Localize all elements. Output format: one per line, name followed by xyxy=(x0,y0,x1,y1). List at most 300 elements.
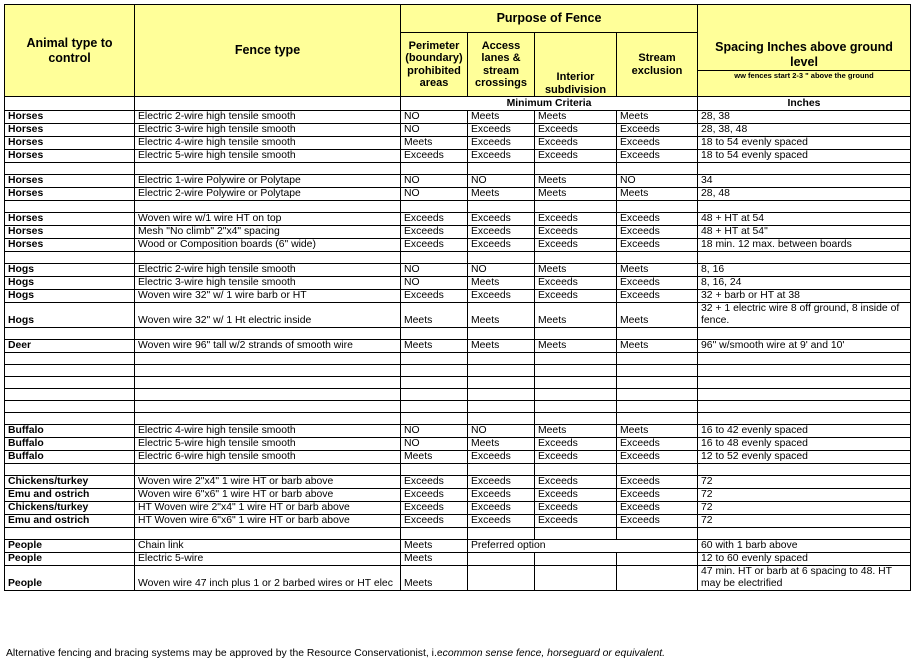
span-note-cell: Preferred option xyxy=(468,540,698,553)
stream-cell: Exceeds xyxy=(617,515,698,528)
fence-type-cell: Electric 6-wire high tensile smooth xyxy=(135,451,401,464)
table-row xyxy=(5,377,911,389)
subheader-blank xyxy=(135,97,401,111)
access-cell xyxy=(468,528,535,540)
animal-cell: Chickens/turkey xyxy=(5,476,135,489)
stream-cell xyxy=(617,328,698,340)
spacing-cell: 28, 38 xyxy=(698,111,911,124)
animal-cell: Horses xyxy=(5,175,135,188)
animal-cell: Horses xyxy=(5,124,135,137)
animal-cell: People xyxy=(5,540,135,553)
animal-cell: Hogs xyxy=(5,264,135,277)
spacing-cell xyxy=(698,401,911,413)
spacing-cell xyxy=(698,163,911,175)
stream-cell xyxy=(617,163,698,175)
perimeter-cell xyxy=(401,365,468,377)
animal-cell: Horses xyxy=(5,239,135,252)
stream-cell: Exceeds xyxy=(617,476,698,489)
table-row xyxy=(5,252,911,264)
access-cell: Exceeds xyxy=(468,124,535,137)
interior-cell: Meets xyxy=(535,303,617,328)
interior-cell: Meets xyxy=(535,175,617,188)
fence-type-cell: Electric 5-wire high tensile smooth xyxy=(135,150,401,163)
animal-cell xyxy=(5,389,135,401)
fence-type-cell: Electric 3-wire high tensile smooth xyxy=(135,124,401,137)
perimeter-cell: NO xyxy=(401,175,468,188)
table-row xyxy=(5,226,911,239)
stream-cell: Meets xyxy=(617,111,698,124)
animal-cell: Horses xyxy=(5,111,135,124)
interior-cell: Exceeds xyxy=(535,213,617,226)
animal-cell xyxy=(5,413,135,425)
animal-cell: Horses xyxy=(5,137,135,150)
perimeter-cell: NO xyxy=(401,425,468,438)
fence-type-cell: Woven wire w/1 wire HT on top xyxy=(135,213,401,226)
spacing-cell: 72 xyxy=(698,489,911,502)
table-row xyxy=(5,328,911,340)
spacing-cell xyxy=(698,413,911,425)
fence-type-cell xyxy=(135,389,401,401)
table-row xyxy=(5,489,911,502)
subheader-blank xyxy=(5,97,135,111)
animal-cell xyxy=(5,377,135,389)
spacing-cell: 72 xyxy=(698,515,911,528)
spacing-cell xyxy=(698,528,911,540)
fence-type-cell xyxy=(135,528,401,540)
spacing-cell: 18 to 54 evenly spaced xyxy=(698,137,911,150)
animal-cell: Buffalo xyxy=(5,451,135,464)
perimeter-cell: Exceeds xyxy=(401,489,468,502)
perimeter-cell: Meets xyxy=(401,540,468,553)
fence-type-cell: Woven wire 32" w/ 1 Ht electric inside xyxy=(135,303,401,328)
perimeter-cell: NO xyxy=(401,438,468,451)
perimeter-cell: NO xyxy=(401,264,468,277)
perimeter-cell: Meets xyxy=(401,566,468,591)
perimeter-cell xyxy=(401,328,468,340)
interior-cell: Exceeds xyxy=(535,150,617,163)
fence-type-cell: Woven wire 47 inch plus 1 or 2 barbed wires or HT elec xyxy=(135,566,401,591)
access-cell xyxy=(468,377,535,389)
perimeter-cell xyxy=(401,353,468,365)
access-cell: Exceeds xyxy=(468,489,535,502)
table-row xyxy=(5,201,911,213)
stream-cell: Exceeds xyxy=(617,277,698,290)
spacing-cell: 47 min. HT or barb at 6 spacing to 48. HT may be electrified xyxy=(698,566,911,591)
stream-cell xyxy=(617,553,698,566)
fence-type-cell xyxy=(135,464,401,476)
footnote-text: Alternative fencing and bracing systems may be approved by the Resource Conservationist, i.e xyxy=(6,648,443,659)
interior-cell xyxy=(535,328,617,340)
perimeter-cell: Exceeds xyxy=(401,515,468,528)
header-animal: Animal type to control xyxy=(5,5,135,97)
spacing-cell: 96" w/smooth wire at 9' and 10' xyxy=(698,340,911,353)
interior-cell: Meets xyxy=(535,264,617,277)
animal-cell: Buffalo xyxy=(5,438,135,451)
spacing-cell: 8, 16 xyxy=(698,264,911,277)
fence-type-cell: Woven wire 96" tall w/2 strands of smooth wire xyxy=(135,340,401,353)
table-row xyxy=(5,239,911,252)
spacing-cell: 48 + HT at 54 xyxy=(698,213,911,226)
access-cell: Exceeds xyxy=(468,502,535,515)
animal-cell: Deer xyxy=(5,340,135,353)
header-purpose: Purpose of Fence xyxy=(401,5,698,33)
subheader-inches: Inches xyxy=(698,97,911,111)
fence-type-cell xyxy=(135,377,401,389)
spacing-cell: 72 xyxy=(698,502,911,515)
animal-cell: People xyxy=(5,553,135,566)
access-cell xyxy=(468,328,535,340)
access-cell: Exceeds xyxy=(468,226,535,239)
perimeter-cell: Meets xyxy=(401,303,468,328)
table-row xyxy=(5,476,911,489)
header-access: Access lanes & stream crossings xyxy=(468,33,535,97)
spacing-cell xyxy=(698,353,911,365)
spacing-cell xyxy=(698,201,911,213)
access-cell xyxy=(468,553,535,566)
access-cell: Meets xyxy=(468,111,535,124)
fence-type-cell xyxy=(135,353,401,365)
animal-cell xyxy=(5,252,135,264)
access-cell: NO xyxy=(468,264,535,277)
fence-type-cell: Electric 2-wire Polywire or Polytape xyxy=(135,188,401,201)
spacing-cell xyxy=(698,365,911,377)
spacing-cell: 12 to 60 evenly spaced xyxy=(698,553,911,566)
perimeter-cell: NO xyxy=(401,124,468,137)
interior-cell xyxy=(535,401,617,413)
table-row xyxy=(5,515,911,528)
spacing-cell: 28, 48 xyxy=(698,188,911,201)
table-row xyxy=(5,340,911,353)
stream-cell: Exceeds xyxy=(617,502,698,515)
interior-cell: Exceeds xyxy=(535,438,617,451)
stream-cell xyxy=(617,389,698,401)
table-row xyxy=(5,353,911,365)
perimeter-cell: Meets xyxy=(401,137,468,150)
table-row xyxy=(5,553,911,566)
animal-cell: Emu and ostrich xyxy=(5,489,135,502)
fence-type-cell: Chain link xyxy=(135,540,401,553)
interior-cell xyxy=(535,464,617,476)
interior-cell: Exceeds xyxy=(535,124,617,137)
animal-cell: Hogs xyxy=(5,303,135,328)
interior-cell: Meets xyxy=(535,340,617,353)
table-row xyxy=(5,502,911,515)
access-cell: Meets xyxy=(468,277,535,290)
fence-type-cell: HT Woven wire 2"x4" 1 wire HT or barb above xyxy=(135,502,401,515)
interior-cell: Exceeds xyxy=(535,277,617,290)
fence-type-cell: Woven wire 6"x6" 1 wire HT or barb above xyxy=(135,489,401,502)
spacing-cell: 72 xyxy=(698,476,911,489)
spacing-cell: 18 min. 12 max. between boards xyxy=(698,239,911,252)
stream-cell xyxy=(617,201,698,213)
interior-cell: Meets xyxy=(535,111,617,124)
access-cell: Meets xyxy=(468,188,535,201)
spacing-cell: 34 xyxy=(698,175,911,188)
interior-cell: Exceeds xyxy=(535,239,617,252)
animal-cell xyxy=(5,365,135,377)
stream-cell xyxy=(617,252,698,264)
fence-type-cell: Electric 4-wire high tensile smooth xyxy=(135,425,401,438)
interior-cell xyxy=(535,413,617,425)
interior-cell xyxy=(535,252,617,264)
spacing-cell: 12 to 52 evenly spaced xyxy=(698,451,911,464)
access-cell xyxy=(468,401,535,413)
fence-type-cell: Electric 5-wire xyxy=(135,553,401,566)
perimeter-cell xyxy=(401,528,468,540)
animal-cell: Horses xyxy=(5,226,135,239)
footnote-italic: common sense fence, horseguard or equivalent. xyxy=(442,648,666,659)
perimeter-cell: Meets xyxy=(401,340,468,353)
stream-cell: Meets xyxy=(617,188,698,201)
table-row xyxy=(5,163,911,175)
header-interior: Interior subdivision xyxy=(535,33,617,97)
stream-cell: Exceeds xyxy=(617,438,698,451)
stream-cell: Exceeds xyxy=(617,137,698,150)
fence-type-cell xyxy=(135,413,401,425)
animal-cell xyxy=(5,464,135,476)
animal-cell xyxy=(5,528,135,540)
fence-criteria-sheet xyxy=(4,4,910,591)
perimeter-cell xyxy=(401,163,468,175)
fence-type-cell xyxy=(135,201,401,213)
access-cell: Meets xyxy=(468,340,535,353)
interior-cell xyxy=(535,201,617,213)
stream-cell xyxy=(617,377,698,389)
stream-cell xyxy=(617,566,698,591)
perimeter-cell xyxy=(401,464,468,476)
interior-cell: Meets xyxy=(535,425,617,438)
access-cell xyxy=(468,252,535,264)
interior-cell: Meets xyxy=(535,188,617,201)
access-cell: Meets xyxy=(468,438,535,451)
interior-cell: Exceeds xyxy=(535,515,617,528)
animal-cell: Horses xyxy=(5,213,135,226)
stream-cell: Exceeds xyxy=(617,451,698,464)
table-row xyxy=(5,540,911,553)
stream-cell: Exceeds xyxy=(617,150,698,163)
header-spacing-note: ww fences start 2-3 " above the ground xyxy=(698,71,911,97)
table-row xyxy=(5,290,911,303)
spacing-cell: 32 + 1 electric wire 8 off ground, 8 inside of fence. xyxy=(698,303,911,328)
spacing-cell: 16 to 48 evenly spaced xyxy=(698,438,911,451)
stream-cell xyxy=(617,528,698,540)
interior-cell xyxy=(535,528,617,540)
access-cell: Meets xyxy=(468,303,535,328)
fence-type-cell: HT Woven wire 6"x6" 1 wire HT or barb above xyxy=(135,515,401,528)
animal-cell xyxy=(5,401,135,413)
access-cell: Exceeds xyxy=(468,476,535,489)
fence-type-cell: Electric 3-wire high tensile smooth xyxy=(135,277,401,290)
access-cell: Exceeds xyxy=(468,239,535,252)
access-cell xyxy=(468,353,535,365)
perimeter-cell: Meets xyxy=(401,451,468,464)
table-row xyxy=(5,137,911,150)
table-row xyxy=(5,264,911,277)
table-row xyxy=(5,188,911,201)
animal-cell xyxy=(5,328,135,340)
table-row xyxy=(5,451,911,464)
access-cell: Exceeds xyxy=(468,150,535,163)
animal-cell: Emu and ostrich xyxy=(5,515,135,528)
spacing-cell xyxy=(698,328,911,340)
interior-cell xyxy=(535,365,617,377)
header-fence-type: Fence type xyxy=(135,5,401,97)
access-cell: Exceeds xyxy=(468,137,535,150)
interior-cell: Exceeds xyxy=(535,137,617,150)
stream-cell xyxy=(617,464,698,476)
perimeter-cell: NO xyxy=(401,188,468,201)
spacing-cell xyxy=(698,389,911,401)
fence-type-cell xyxy=(135,252,401,264)
spacing-cell: 28, 38, 48 xyxy=(698,124,911,137)
access-cell xyxy=(468,163,535,175)
table-row xyxy=(5,175,911,188)
perimeter-cell xyxy=(401,201,468,213)
stream-cell xyxy=(617,365,698,377)
table-row xyxy=(5,425,911,438)
interior-cell: Exceeds xyxy=(535,489,617,502)
perimeter-cell: Exceeds xyxy=(401,150,468,163)
perimeter-cell: Exceeds xyxy=(401,239,468,252)
perimeter-cell xyxy=(401,401,468,413)
animal-cell: Hogs xyxy=(5,277,135,290)
access-cell: NO xyxy=(468,425,535,438)
perimeter-cell: Exceeds xyxy=(401,502,468,515)
animal-cell: Chickens/turkey xyxy=(5,502,135,515)
stream-cell: Exceeds xyxy=(617,239,698,252)
perimeter-cell: NO xyxy=(401,111,468,124)
fence-type-cell: Electric 4-wire high tensile smooth xyxy=(135,137,401,150)
stream-cell: Meets xyxy=(617,303,698,328)
table-row xyxy=(5,464,911,476)
interior-cell xyxy=(535,553,617,566)
fence-type-cell: Electric 5-wire high tensile smooth xyxy=(135,438,401,451)
spacing-cell: 32 + barb or HT at 38 xyxy=(698,290,911,303)
perimeter-cell xyxy=(401,252,468,264)
interior-cell xyxy=(535,377,617,389)
stream-cell xyxy=(617,353,698,365)
table-row xyxy=(5,528,911,540)
access-cell: Exceeds xyxy=(468,515,535,528)
perimeter-cell: Exceeds xyxy=(401,226,468,239)
perimeter-cell: Exceeds xyxy=(401,476,468,489)
table-row xyxy=(5,111,911,124)
fence-type-cell: Electric 2-wire high tensile smooth xyxy=(135,264,401,277)
stream-cell: NO xyxy=(617,175,698,188)
animal-cell xyxy=(5,353,135,365)
spacing-cell: 60 with 1 barb above xyxy=(698,540,911,553)
perimeter-cell: NO xyxy=(401,277,468,290)
fence-type-cell: Wood or Composition boards (6" wide) xyxy=(135,239,401,252)
interior-cell: Exceeds xyxy=(535,226,617,239)
access-cell: NO xyxy=(468,175,535,188)
stream-cell xyxy=(617,413,698,425)
fence-type-cell xyxy=(135,328,401,340)
table-row xyxy=(5,438,911,451)
header-stream: Stream exclusion xyxy=(617,33,698,97)
table-row xyxy=(5,389,911,401)
fence-type-cell: Electric 2-wire high tensile smooth xyxy=(135,111,401,124)
animal-cell: People xyxy=(5,566,135,591)
header-perimeter: Perimeter (boundary) prohibited areas xyxy=(401,33,468,97)
stream-cell: Exceeds xyxy=(617,489,698,502)
access-cell: Exceeds xyxy=(468,213,535,226)
table-row xyxy=(5,401,911,413)
access-cell: Exceeds xyxy=(468,451,535,464)
stream-cell: Meets xyxy=(617,425,698,438)
perimeter-cell: Exceeds xyxy=(401,290,468,303)
stream-cell: Exceeds xyxy=(617,226,698,239)
fence-type-cell: Electric 1-wire Polywire or Polytape xyxy=(135,175,401,188)
fence-type-cell: Woven wire 2"x4" 1 wire HT or barb above xyxy=(135,476,401,489)
table-row xyxy=(5,124,911,137)
fence-type-cell xyxy=(135,401,401,413)
stream-cell: Meets xyxy=(617,340,698,353)
table-row xyxy=(5,365,911,377)
interior-cell xyxy=(535,163,617,175)
stream-cell: Exceeds xyxy=(617,290,698,303)
spacing-cell xyxy=(698,252,911,264)
access-cell xyxy=(468,464,535,476)
spacing-cell xyxy=(698,377,911,389)
spacing-cell: 8, 16, 24 xyxy=(698,277,911,290)
animal-cell xyxy=(5,163,135,175)
interior-cell xyxy=(535,566,617,591)
access-cell xyxy=(468,566,535,591)
animal-cell xyxy=(5,201,135,213)
subheader-minimum-criteria: Minimum Criteria xyxy=(401,97,698,111)
perimeter-cell: Exceeds xyxy=(401,213,468,226)
fence-type-cell xyxy=(135,365,401,377)
table-row xyxy=(5,213,911,226)
perimeter-cell: Meets xyxy=(401,553,468,566)
spacing-cell: 48 + HT at 54" xyxy=(698,226,911,239)
fence-type-cell xyxy=(135,163,401,175)
header-spacing: Spacing Inches above ground level xyxy=(698,5,911,71)
animal-cell: Horses xyxy=(5,150,135,163)
fence-criteria-table xyxy=(4,4,911,591)
spacing-cell xyxy=(698,464,911,476)
animal-cell: Buffalo xyxy=(5,425,135,438)
animal-cell: Horses xyxy=(5,188,135,201)
interior-cell xyxy=(535,389,617,401)
access-cell xyxy=(468,413,535,425)
table-row xyxy=(5,303,911,328)
spacing-cell: 18 to 54 evenly spaced xyxy=(698,150,911,163)
access-cell xyxy=(468,389,535,401)
fence-type-cell: Woven wire 32" w/ 1 wire barb or HT xyxy=(135,290,401,303)
table-row xyxy=(5,566,911,591)
animal-cell: Hogs xyxy=(5,290,135,303)
perimeter-cell xyxy=(401,377,468,389)
table-row xyxy=(5,413,911,425)
stream-cell: Exceeds xyxy=(617,124,698,137)
table-row xyxy=(5,150,911,163)
table-row xyxy=(5,277,911,290)
interior-cell: Exceeds xyxy=(535,502,617,515)
access-cell xyxy=(468,201,535,213)
interior-cell: Exceeds xyxy=(535,290,617,303)
interior-cell: Exceeds xyxy=(535,476,617,489)
access-cell: Exceeds xyxy=(468,290,535,303)
stream-cell: Meets xyxy=(617,264,698,277)
perimeter-cell xyxy=(401,389,468,401)
spacing-cell: 16 to 42 evenly spaced xyxy=(698,425,911,438)
stream-cell: Exceeds xyxy=(617,213,698,226)
footnote xyxy=(6,648,665,660)
interior-cell: Exceeds xyxy=(535,451,617,464)
interior-cell xyxy=(535,353,617,365)
